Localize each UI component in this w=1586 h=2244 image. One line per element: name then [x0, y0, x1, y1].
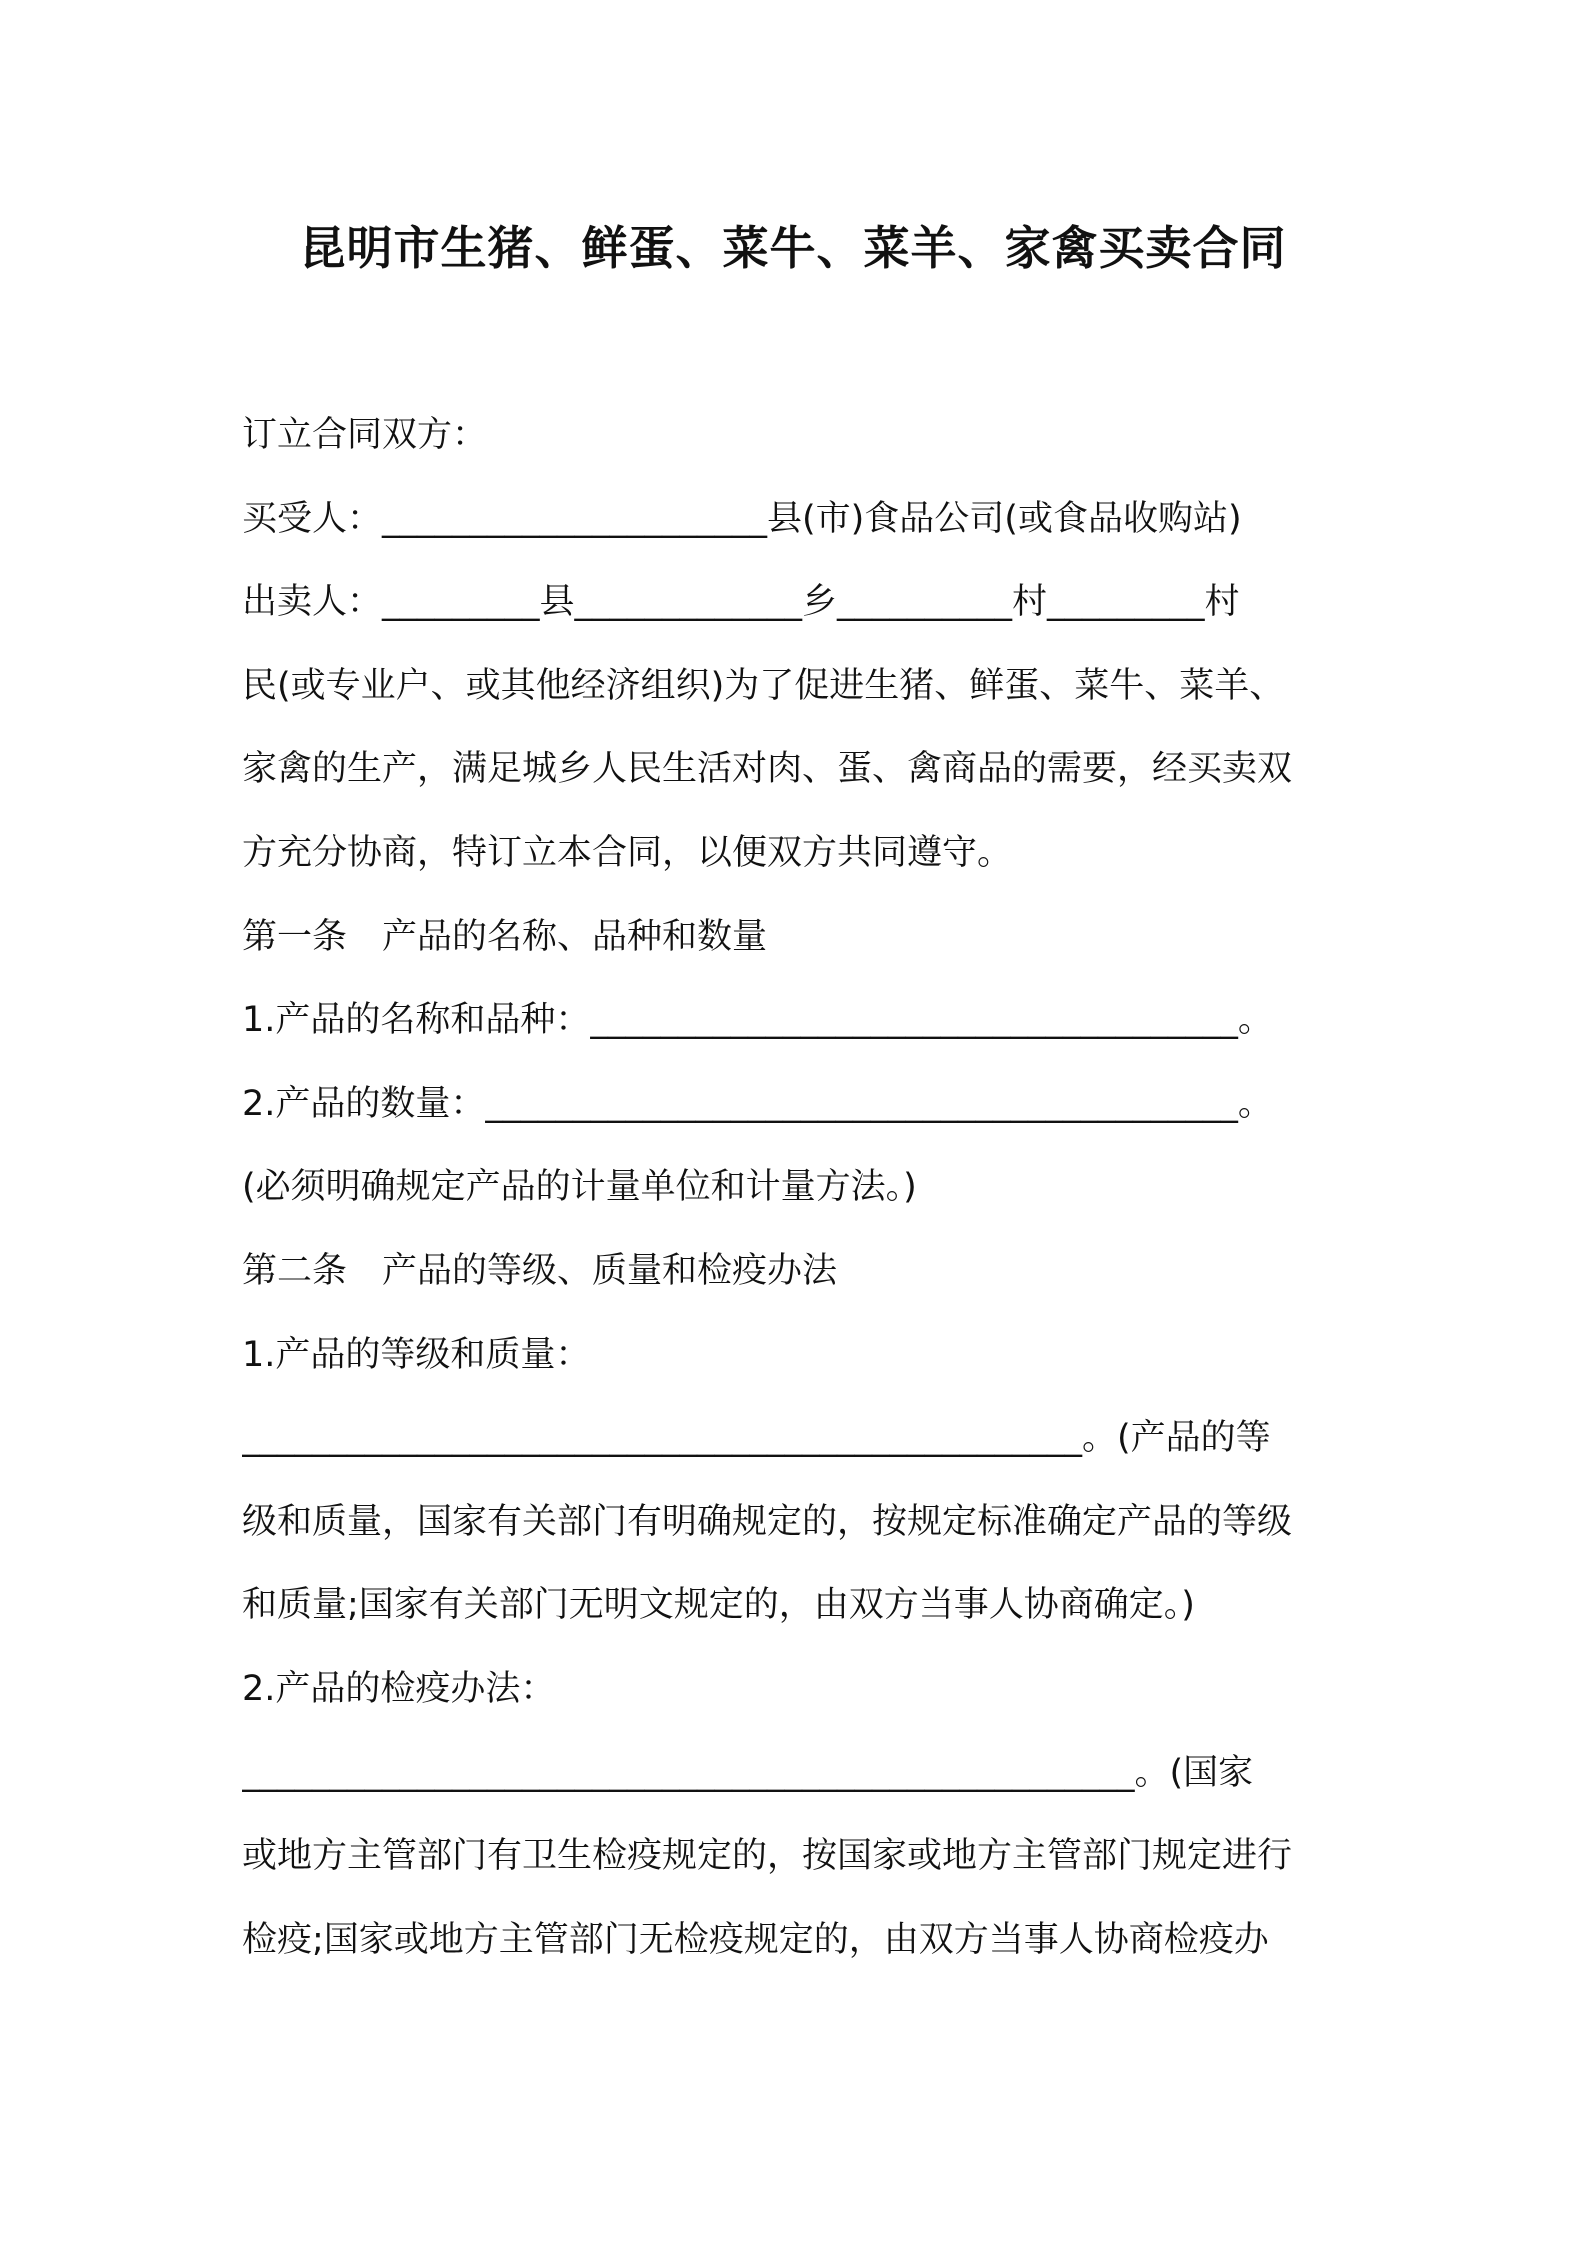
- text-line: 1.产品的等级和质量：: [242, 1334, 591, 1375]
- text-line: ________________________________________________。(产品的等: [242, 1418, 1271, 1459]
- text-line: 方充分协商，特订立本合同，以便双方共同遵守。: [242, 832, 1013, 873]
- section-heading: 第一条 产品的名称、品种和数量: [242, 916, 768, 957]
- text-line: ___________________________________________________。(国家: [242, 1752, 1254, 1793]
- text-line: 订立合同双方：: [242, 415, 488, 455]
- section-heading: 第二条 产品的等级、质量和检疫办法: [242, 1250, 838, 1291]
- text-line: 2.产品的数量：___________________________________________。: [242, 1083, 1273, 1124]
- document-title: 昆明市生猪、鲜蛋、菜牛、菜羊、家禽买卖合同: [299, 221, 1287, 275]
- text-line: 2.产品的检疫办法：: [242, 1668, 556, 1709]
- text-line: 出卖人：_________县_____________乡__________村_________村: [242, 582, 1240, 623]
- text-line: 买受人：______________________县(市)食品公司(或食品收购站): [242, 498, 1242, 539]
- text-line: 和质量;国家有关部门无明文规定的，由双方当事人协商确定。): [242, 1585, 1195, 1626]
- text-line: 1.产品的名称和品种：_____________________________________。: [242, 1000, 1273, 1041]
- text-line: 检疫;国家或地方主管部门无检疫规定的，由双方当事人协商检疫办: [242, 1919, 1269, 1960]
- document-body: [242, 405, 1360, 1993]
- text-line: 民(或专业户、或其他经济组织)为了促进生猪、鲜蛋、菜牛、菜羊、: [242, 665, 1285, 706]
- text-line: 或地方主管部门有卫生检疫规定的，按国家或地方主管部门规定进行: [242, 1836, 1293, 1877]
- text-line: 级和质量，国家有关部门有明确规定的，按规定标准确定产品的等级: [242, 1501, 1293, 1542]
- text-line: 家禽的生产，满足城乡人民生活对肉、蛋、禽商品的需要，经买卖双: [242, 749, 1293, 790]
- text-line: (必须明确规定产品的计量单位和计量方法。): [242, 1167, 917, 1208]
